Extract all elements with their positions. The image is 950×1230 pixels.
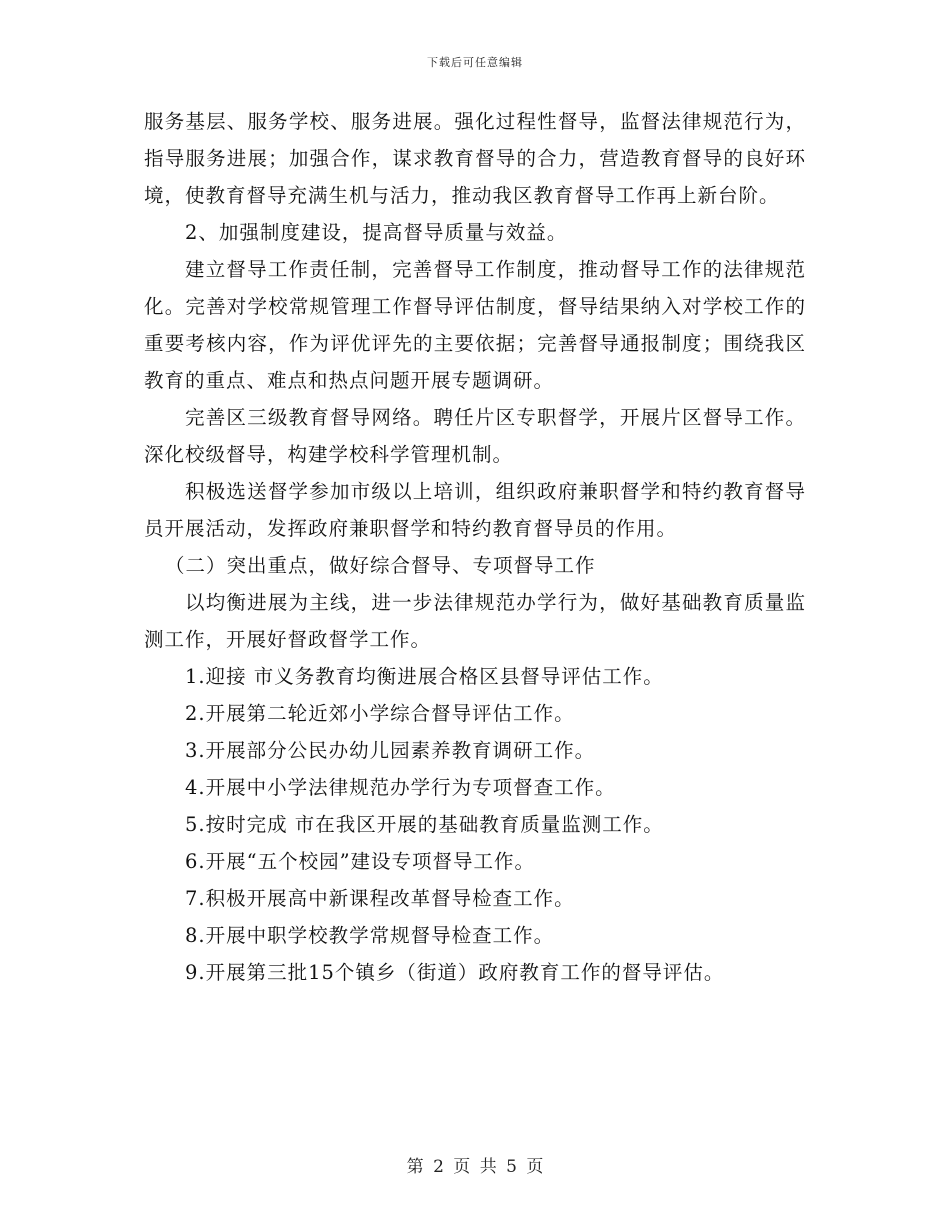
paragraph-service: 服务基层、服务学校、服务进展。强化过程性督导，监督法律规范行为，指导服务进展；加强合作，谋求教育督导的合力，营造教育督导的良好环境，使教育督导充满生机与活力，推动我区教育督导工作再上新台阶。 xyxy=(144,110,806,207)
paragraph-training: 积极选送督学参加市级以上培训，组织政府兼职督学和特约教育督导员开展活动，发挥政府兼职督学和特约教育督导员的作用。 xyxy=(144,480,806,540)
list-item: 4.开展中小学法律规范办学行为专项督查工作。 xyxy=(185,776,616,799)
list-item: 6.开展“五个校园”建设专项督导工作。 xyxy=(185,850,536,873)
paragraph-heading-system: 2、加强制度建设，提高督导质量与效益。 xyxy=(185,221,568,244)
task-list xyxy=(144,658,806,991)
page-footer: 第 2 页 共 5 页 xyxy=(406,1157,544,1177)
list-item: 7.积极开展高中新课程改革督导检查工作。 xyxy=(185,887,575,910)
list-item: 5.按时完成 市在我区开展的基础教育质量监测工作。 xyxy=(185,813,664,836)
paragraph-responsibility: 建立督导工作责任制，完善督导工作制度，推动督导工作的法律规范化。完善对学校常规管理工作督导评估制度，督导结果纳入对学校工作的重要考核内容，作为评优评先的主要依据；完善督导通报制度；围绕我区教育的重点、难点和热点问题开展专题调研。 xyxy=(144,258,806,392)
list-item: 2.开展第二轮近郊小学综合督导评估工作。 xyxy=(185,702,575,725)
document-body xyxy=(144,103,806,991)
paragraph-mainline: 以均衡进展为主线，进一步法律规范办学行为，做好基础教育质量监测工作，开展好督政督学工作。 xyxy=(144,591,806,651)
paragraph-network: 完善区三级教育督导网络。聘任片区专职督学，开展片区督导工作。深化校级督导，构建学校科学管理机制。 xyxy=(144,406,806,466)
list-item: 9.开展第三批15个镇乡（街道）政府教育工作的督导评估。 xyxy=(185,961,725,984)
page-header: 下载后可任意编辑 xyxy=(427,56,523,69)
list-item: 1.迎接 市义务教育均衡进展合格区县督导评估工作。 xyxy=(185,665,664,688)
list-item: 8.开展中职学校教学常规督导检查工作。 xyxy=(185,924,555,947)
section-heading-focus: （二）突出重点，做好综合督导、专项督导工作 xyxy=(165,554,596,577)
list-item: 3.开展部分公民办幼儿园素养教育调研工作。 xyxy=(185,739,596,762)
